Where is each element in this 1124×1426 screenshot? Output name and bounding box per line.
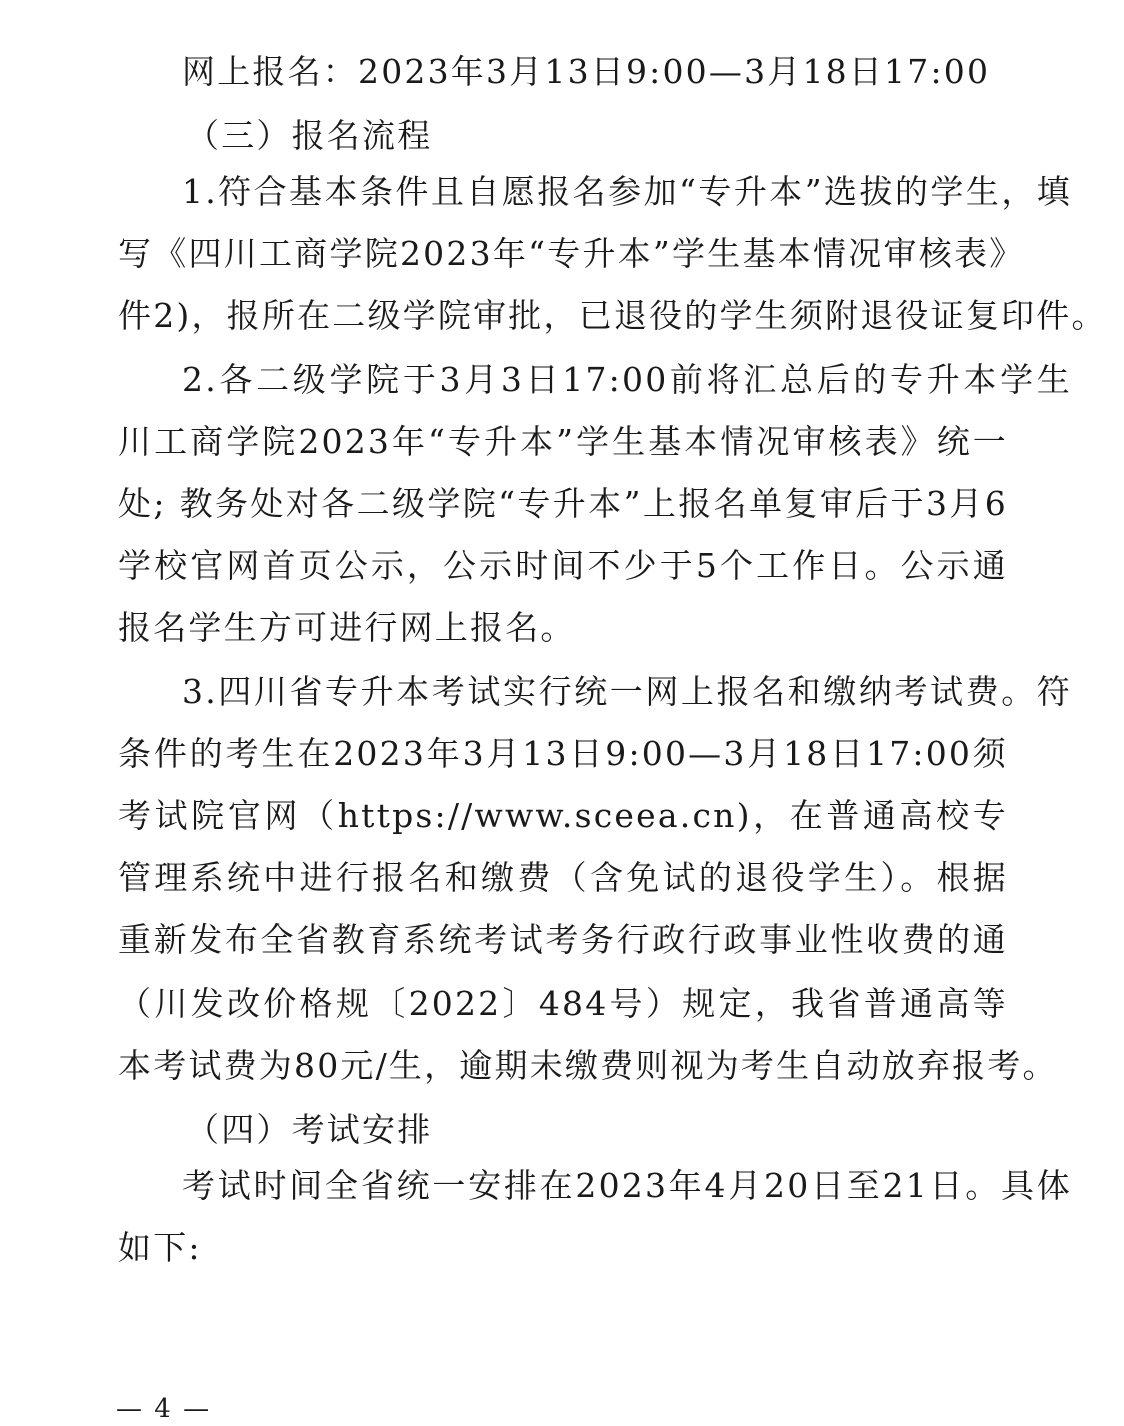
paragraph-line: 件2)，报所在二级学院审批，已退役的学生须附退役证复印件。: [118, 296, 1107, 335]
paragraph-line: 条件的考生在2023年3月13日9:00—3月18日17:00须: [118, 734, 1008, 773]
paragraph-line: 本考试费为80元/生，逾期未缴费则视为考生自动放弃报考。: [118, 1046, 1058, 1085]
section-heading-exam-arrangement: （四）考试安排: [186, 1110, 433, 1149]
paragraph-line: 川工商学院2023年“专升本”学生基本情况审核表》统一: [118, 422, 1008, 461]
page-number: — 4 —: [116, 1394, 212, 1424]
section-heading-registration-process: （三）报名流程: [186, 116, 433, 155]
paragraph-line: 考试时间全省统一安排在2023年4月20日至21日。具体: [182, 1166, 1072, 1205]
paragraph-line: 处; 教务处对各二级学院“专升本”上报名单复审后于3月6: [118, 484, 1008, 523]
paragraph-line: 管理系统中进行报名和缴费（含免试的退役学生）。根据: [118, 858, 1008, 897]
paragraph-line: 如下:: [118, 1228, 202, 1267]
paragraph-line: 考试院官网（https://www.sceea.cn)，在普通高校专: [118, 796, 1008, 835]
paragraph-line: 学校官网首页公示，公示时间不少于5个工作日。公示通: [118, 546, 1008, 585]
paragraph-line: 重新发布全省教育系统考试考务行政行政事业性收费的通: [118, 920, 1008, 959]
paragraph-line: 1.符合基本条件且自愿报名参加“专升本”选拔的学生，填: [182, 172, 1072, 211]
online-registration-time: 网上报名：2023年3月13日9:00—3月18日17:00: [182, 52, 991, 91]
paragraph-line: 写《四川工商学院2023年“专升本”学生基本情况审核表》: [118, 234, 1008, 273]
paragraph-line: 3.四川省专升本考试实行统一网上报名和缴纳考试费。符: [182, 672, 1072, 711]
paragraph-line: 2.各二级学院于3月3日17:00前将汇总后的专升本学生: [182, 360, 1072, 399]
paragraph-line: （川发改价格规〔2022〕484号）规定，我省普通高等: [118, 984, 1008, 1023]
paragraph-line: 报名学生方可进行网上报名。: [118, 608, 576, 647]
